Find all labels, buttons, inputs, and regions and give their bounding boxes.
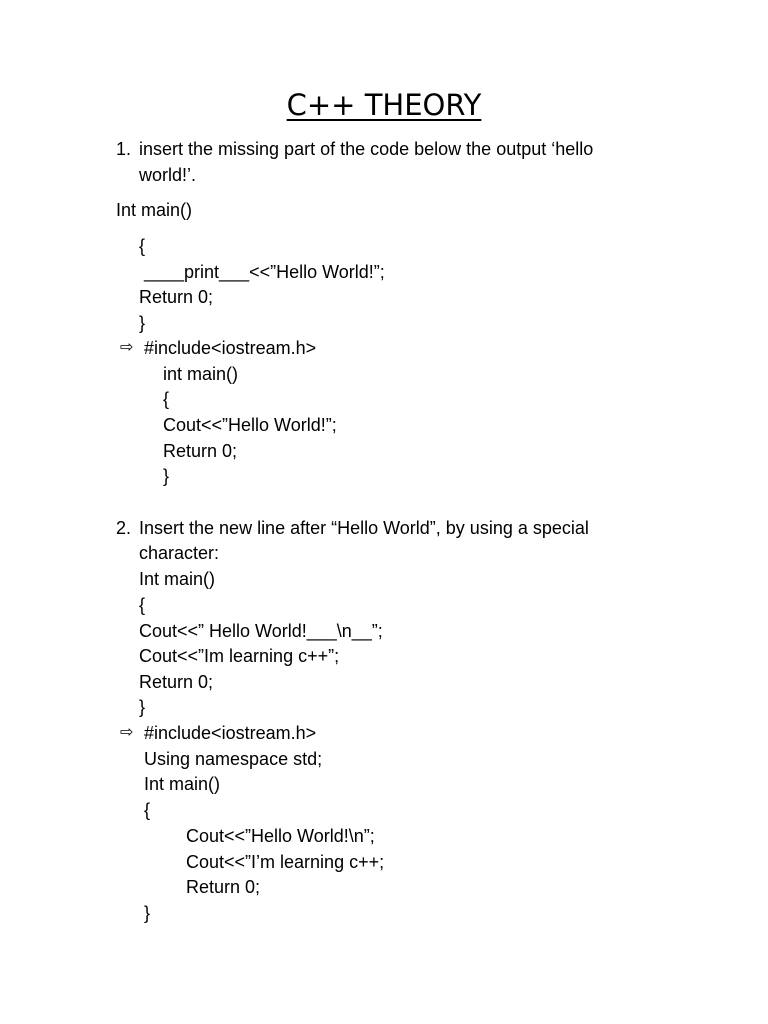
q1-code-line-5: } [139, 313, 146, 333]
q2-answer-line-7: Return 0; [186, 877, 261, 897]
q2-answer-line-8: } [144, 903, 151, 923]
q2-answer-line-4: { [144, 800, 151, 820]
question-2-text-line-2: character: [139, 543, 220, 563]
q2-answer-line-2: Using namespace std; [144, 749, 323, 769]
question-2-number: 2. [116, 518, 132, 538]
q1-code-line-3: ____print___<<”Hello World!”; [139, 262, 385, 282]
answer-arrow-icon: ⇨ [120, 339, 134, 356]
question-1-text-line-1: insert the missing part of the code below the output ‘hello [139, 139, 594, 159]
q2-code-line-4: Cout<<”Im learning c++”; [139, 646, 340, 666]
q2-code-line-2: { [139, 595, 146, 615]
answer-arrow-icon: ⇨ [120, 724, 134, 741]
question-1-number: 1. [116, 139, 132, 159]
q1-answer-line-2: int main() [163, 364, 239, 384]
q1-answer-line-4: Cout<<”Hello World!”; [163, 415, 337, 435]
q1-code-line-2: { [139, 236, 146, 256]
q1-code-line-4: Return 0; [139, 287, 214, 307]
q2-code-line-3: Cout<<” Hello World!___\n__”; [139, 621, 383, 641]
q2-code-line-1: Int main() [139, 569, 216, 589]
q2-answer-line-3: Int main() [144, 774, 221, 794]
page-title: C++ THEORY [286, 88, 482, 122]
q2-answer-line-5: Cout<<”Hello World!\n”; [186, 826, 375, 846]
q1-answer-line-6: } [163, 466, 170, 486]
q1-answer-line-3: { [163, 389, 170, 409]
q1-answer-line-5: Return 0; [163, 441, 238, 461]
q1-code-line-1: Int main() [116, 200, 193, 220]
q1-answer-line-1: #include<iostream.h> [144, 338, 317, 358]
question-1-text-line-2: world!’. [139, 165, 197, 185]
q2-code-line-6: } [139, 697, 146, 717]
q2-answer-line-6: Cout<<”I’m learning c++; [186, 852, 385, 872]
question-2-text-line-1: Insert the new line after “Hello World”, by using a special [139, 518, 589, 538]
q2-answer-line-1: #include<iostream.h> [144, 723, 317, 743]
q2-code-line-5: Return 0; [139, 672, 214, 692]
